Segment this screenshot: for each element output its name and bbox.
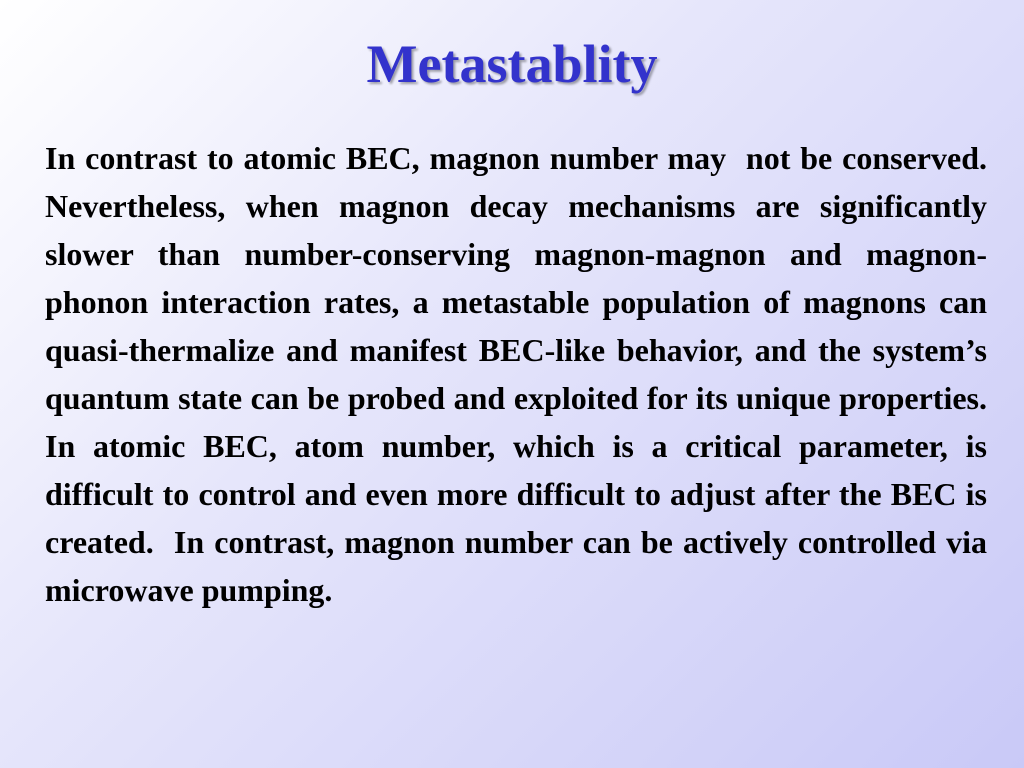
slide-title: Metastablity [366,34,658,94]
slide-body-text: In contrast to atomic BEC, magnon number may not be conserved. Nevertheless, when magnon decay mechanisms are significantly slower than number-conserving magnon-magnon and magnon-phonon interaction rates, a metastable population of magnons can quasi-thermalize and manifest BEC-like behavior, and the system’s quantum state can be probed and exploited for its unique properties. In atomic BEC, atom number, which is a critical parameter, is difficult to control and even more difficult to adjust after the BEC is created. In contrast, magnon number can be actively controlled via microwave pumping. [45,140,1003,608]
